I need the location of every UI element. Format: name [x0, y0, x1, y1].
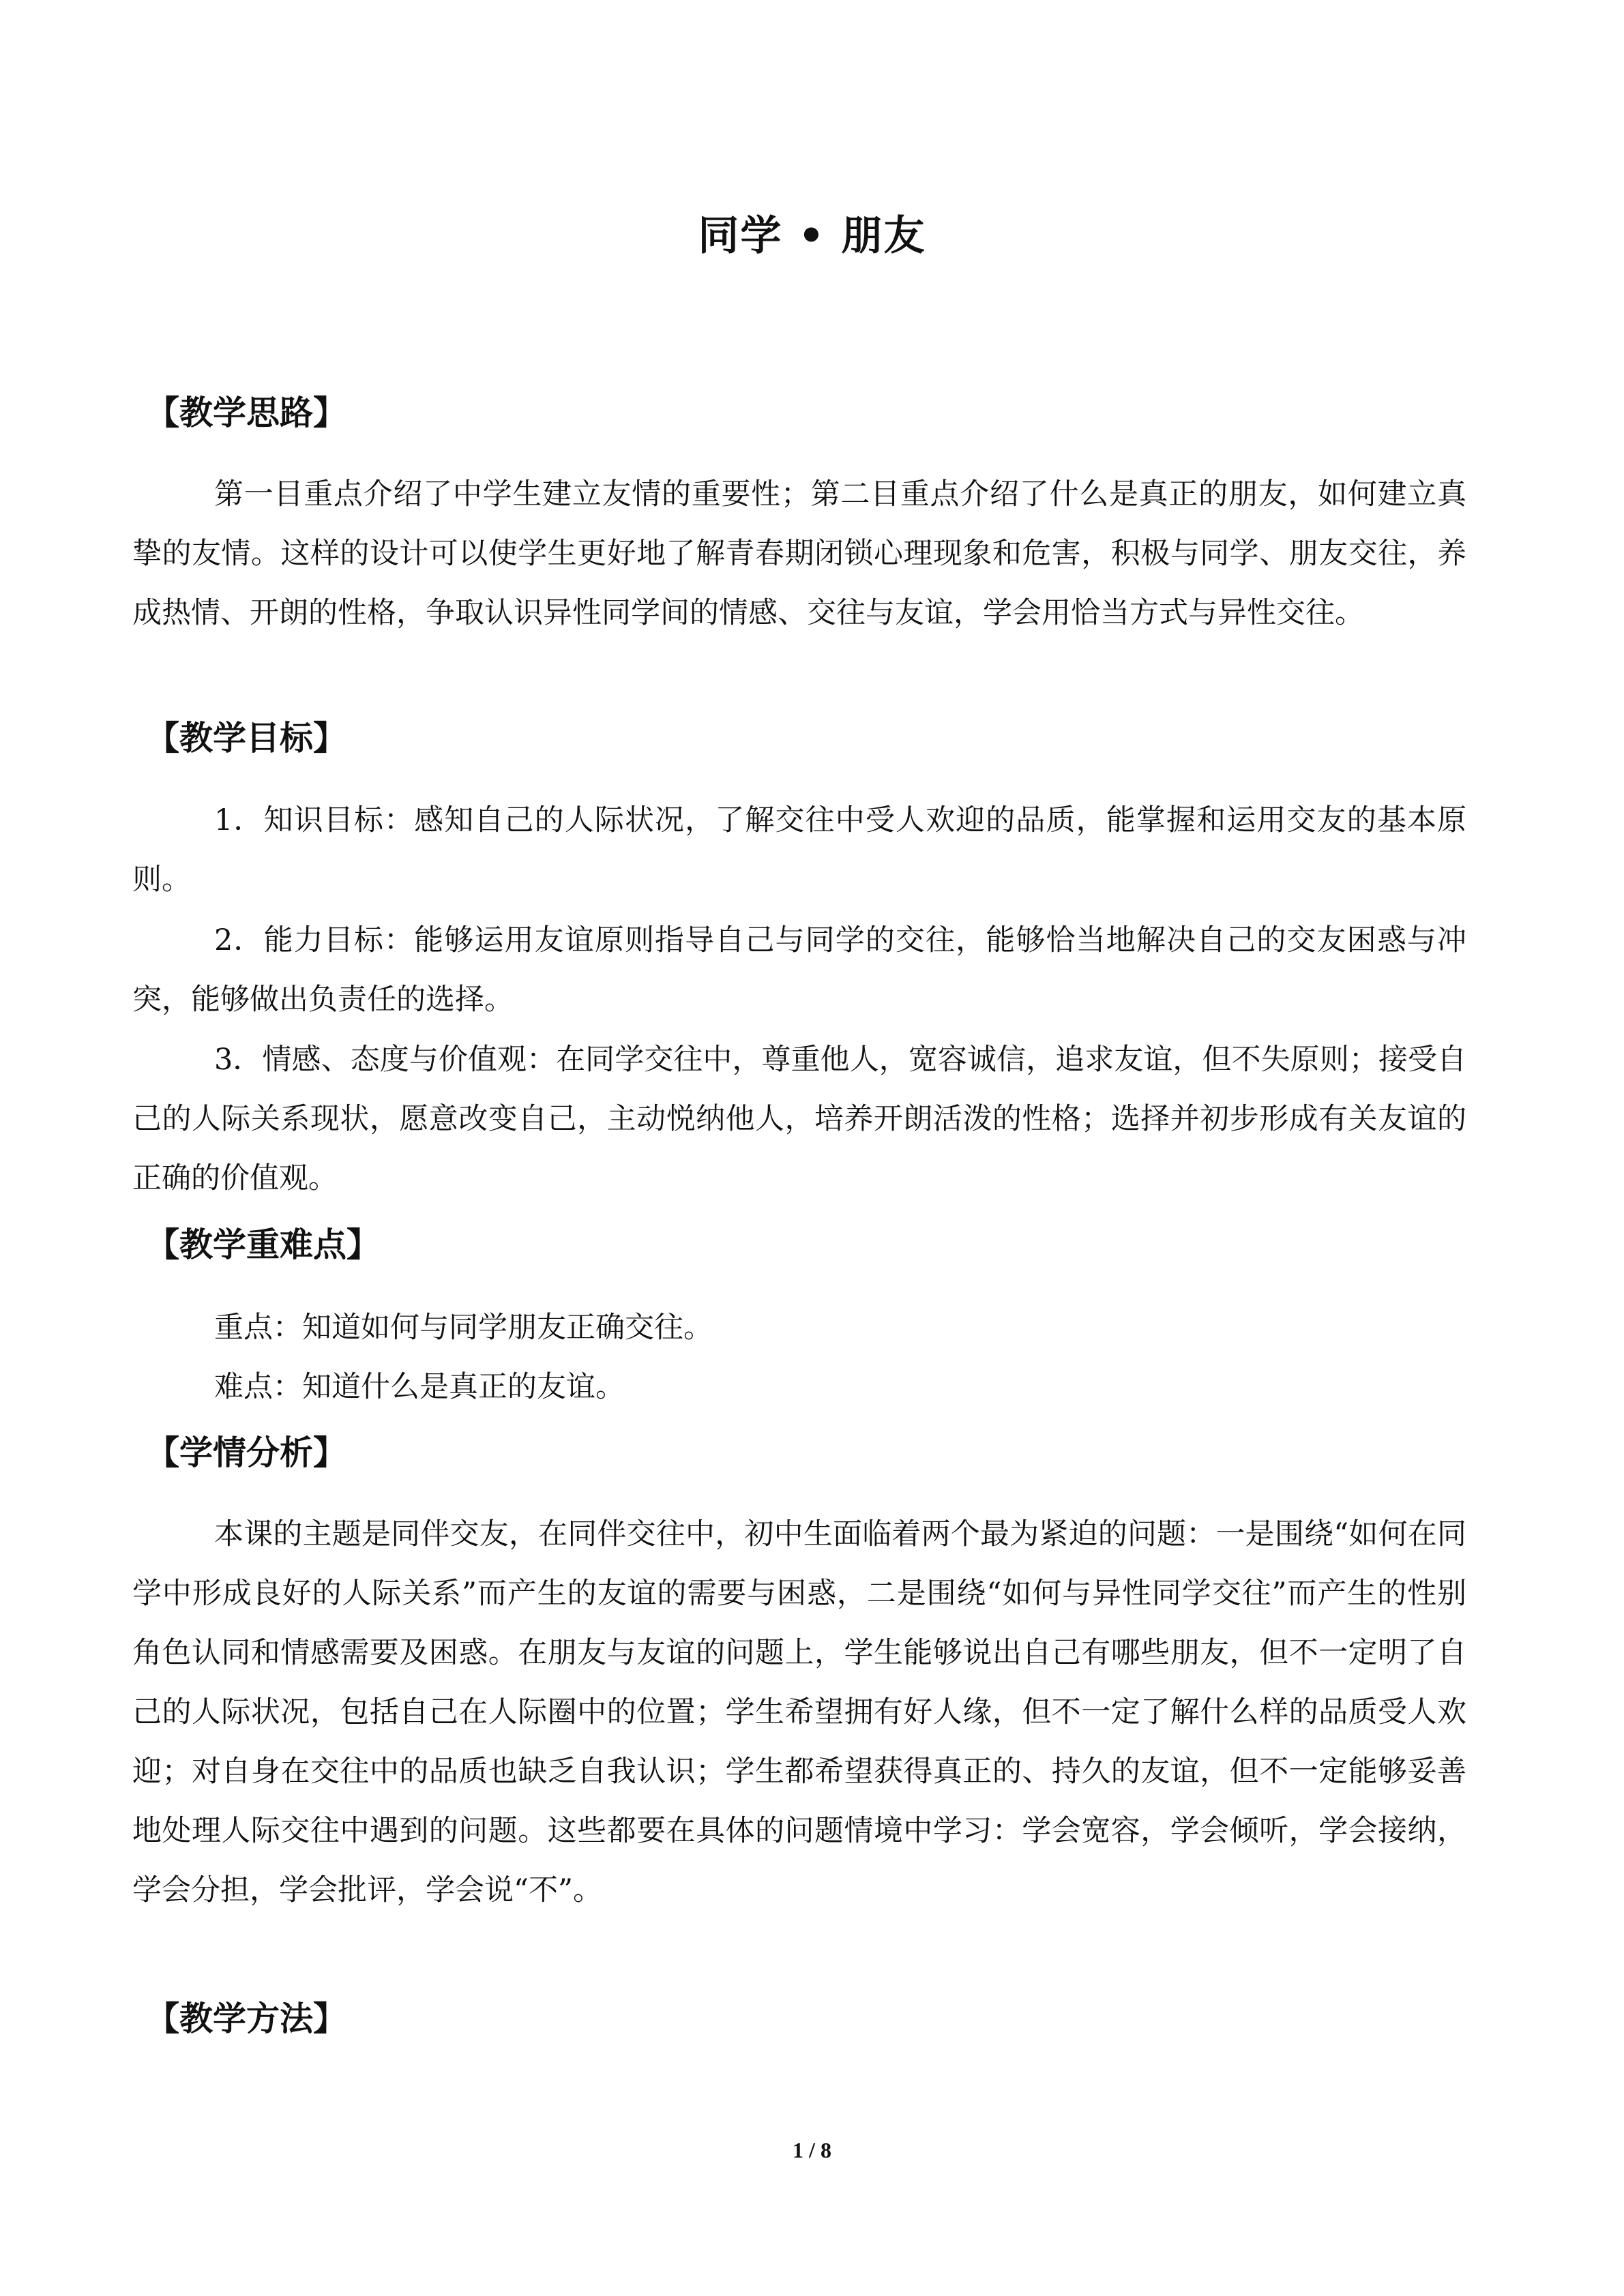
section-heading-teaching-methods: 【教学方法】: [146, 1999, 347, 2038]
section-heading-teaching-objectives: 【教学目标】: [146, 719, 347, 758]
section-heading-teaching-approach: 【教学思路】: [146, 393, 347, 432]
section-heading-key-points: 【教学重难点】: [146, 1225, 381, 1264]
document-title: 同学 • 朋友: [698, 212, 926, 260]
paragraph-difficult-point: 难点：知道什么是真正的友谊。: [214, 1370, 625, 1404]
section-heading-student-analysis: 【学情分析】: [146, 1433, 347, 1472]
paragraph-knowledge-objective: 1．知识目标：感知自己的人际状况，了解交往中受人欢迎的品质，能掌握和运用交友的基本原则。: [132, 803, 1466, 897]
paragraph-attitude-objective: 3．情感、态度与价值观：在同学交往中，尊重他人，宽容诚信，追求友谊，但不失原则；接受自己的人际关系现状，愿意改变自己，主动悦纳他人，培养开朗活泼的性格；选择并初步形成有关友谊的正确的价值观。: [132, 1043, 1466, 1195]
page-number: 1 / 8: [793, 2138, 831, 2162]
paragraph-ability-objective: 2．能力目标：能够运用友谊原则指导自己与同学的交往，能够恰当地解决自己的交友困惑与冲突，能够做出负责任的选择。: [132, 923, 1466, 1017]
paragraph-teaching-approach: 第一目重点介绍了中学生建立友情的重要性；第二目重点介绍了什么是真正的朋友，如何建立真挚的友情。这样的设计可以使学生更好地了解青春期闭锁心理现象和危害，积极与同学、朋友交往，养成热情、开朗的性格，争取认识异性同学间的情感、交往与友谊，学会用恰当方式与异性交往。: [132, 477, 1466, 630]
paragraph-student-analysis: 本课的主题是同伴交友，在同伴交往中，初中生面临着两个最为紧迫的问题：一是围绕“如何在同学中形成良好的人际关系”而产生的友谊的需要与困惑，二是围绕“如何与异性同学交往”而产生的性别角色认同和情感需要及困惑。在朋友与友谊的问题上，学生能够说出自己有哪些朋友，但不一定明了自己的人际状况，包括自己在人际圈中的位置；学生希望拥有好人缘，但不一定了解什么样的品质受人欢迎；对自身在交往中的品质也缺乏自我认识；学生都希望获得真正的、持久的友谊，但不一定能够妥善地处理人际交往中遇到的问题。这些都要在具体的问题情境中学习：学会宽容，学会倾听，学会接纳，学会分担，学会批评，学会说“不”。: [132, 1517, 1466, 1907]
paragraph-key-point: 重点：知道如何与同学朋友正确交往。: [214, 1311, 713, 1345]
